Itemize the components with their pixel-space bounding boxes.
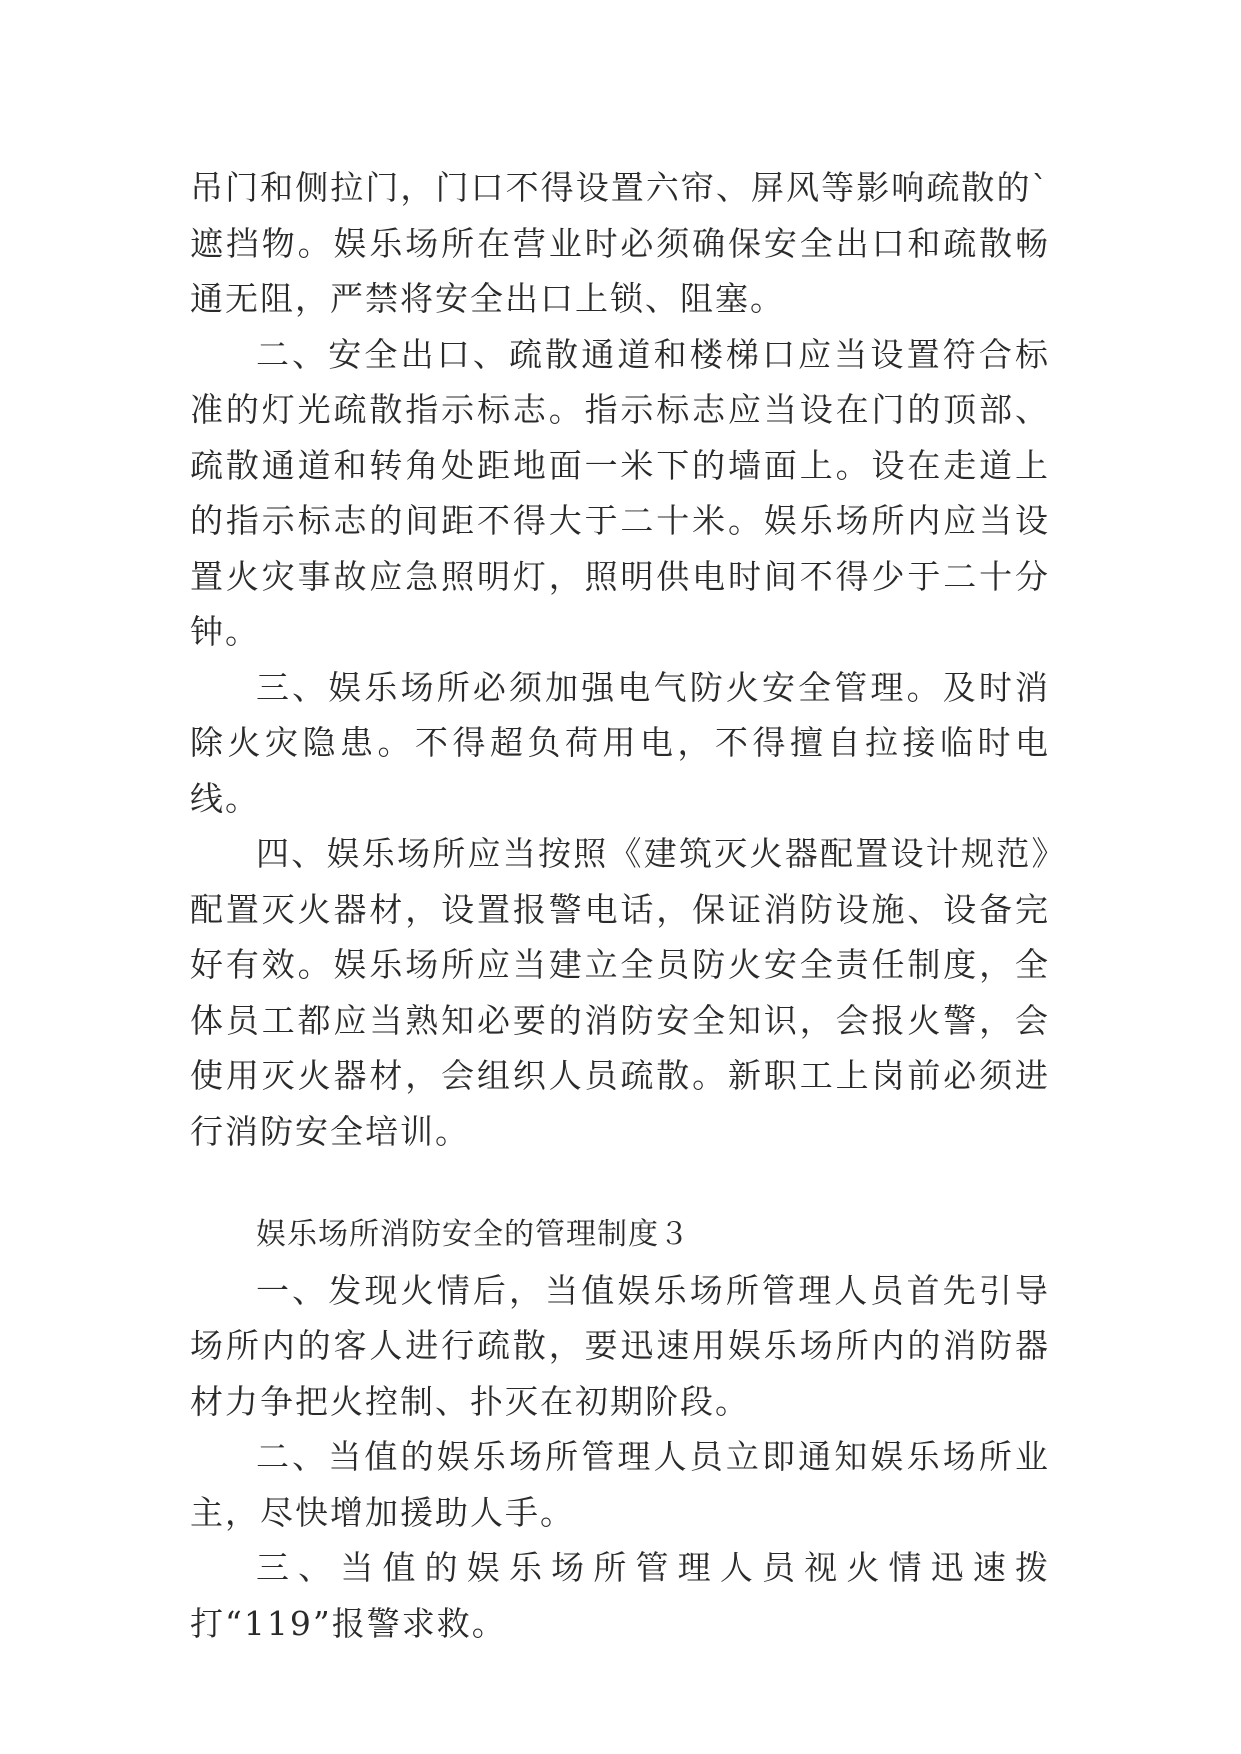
paragraph-section3-item-3: 三、当值的娱乐场所管理人员视火情迅速拨打“119”报警求救。 xyxy=(190,1548,1050,1643)
document-body xyxy=(190,160,1050,1651)
paragraph-section3-item-2: 二、当值的娱乐场所管理人员立即通知娱乐场所业主，尽快增加援助人手。 xyxy=(190,1437,1050,1532)
paragraph-item-4: 四、娱乐场所应当按照《建筑灭火器配置设计规范》配置灭火器材，设置报警电话，保证消防设施、设备完好有效。娱乐场所应当建立全员防火安全责任制度，全体员工都应当熟知必要的消防安全知识，会报火警，会使用灭火器材，会组织人员疏散。新职工上岗前必须进行消防安全培训。 xyxy=(190,834,1050,1151)
paragraph-item-3: 三、娱乐场所必须加强电气防火安全管理。及时消除火灾隐患。不得超负荷用电，不得擅自拉接临时电线。 xyxy=(190,667,1050,818)
paragraph-continuation: 吊门和侧拉门，门口不得设置六帘、屏风等影响疏散的`遮挡物。娱乐场所在营业时必须确保安全出口和疏散畅通无阻，严禁将安全出口上锁、阻塞。 xyxy=(190,168,1050,318)
section-title: 娱乐场所消防安全的管理制度３ xyxy=(256,1217,690,1252)
paragraph-section3-item-1: 一、发现火情后，当值娱乐场所管理人员首先引导场所内的客人进行疏散，要迅速用娱乐场所内的消防器材力争把火控制、扑灭在初期阶段。 xyxy=(190,1270,1050,1421)
paragraph-item-2: 二、安全出口、疏散通道和楼梯口应当设置符合标准的灯光疏散指示标志。指示标志应当设在门的顶部、疏散通道和转角处距地面一米下的墙面上。设在走道上的指示标志的间距不得大于二十米。娱乐场所内应当设置火灾事故应急照明灯，照明供电时间不得少于二十分钟。 xyxy=(190,334,1050,651)
